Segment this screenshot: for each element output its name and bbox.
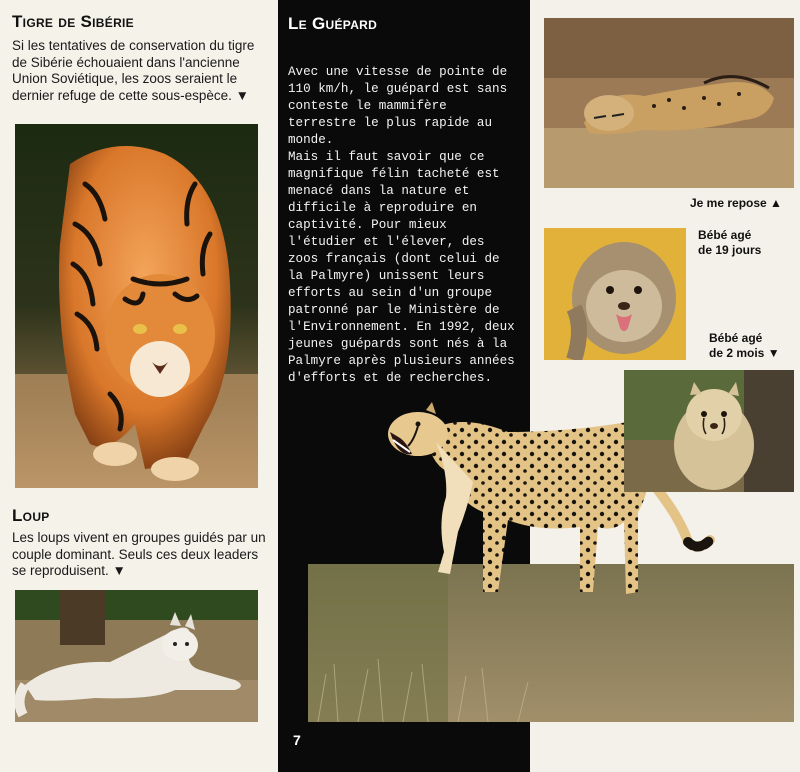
caption-resting: Je me repose ▲	[690, 196, 782, 210]
wolf-photo	[15, 590, 258, 722]
wolf-description: Les loups vivent en groupes guidés par un couple dominant. Seuls ces deux leaders se reproduisent. ▼	[12, 530, 266, 579]
wolf-title: Loup	[12, 506, 50, 525]
tiger-description: Si les tentatives de conservation du tigre de Sibérie échouaient dans l'ancienne Union Soviétique, les zoos seraient le dernier refuge de cette sous-espèce. ▼	[12, 38, 255, 103]
cub-19-days-photo	[544, 228, 686, 360]
cheetah-title: Le Guépard	[288, 14, 378, 33]
caption-19-days-line1: Bébé agé	[698, 228, 752, 242]
cub-2-months-photo	[624, 370, 794, 492]
cheetah-description: Avec une vitesse de pointe de 110 km/h, le guépard est sans conteste le mammifère terrestre le plus rapide au monde. Mais il faut savoir que ce magnifique félin tacheté est menacé dans la nature et difficile à reproduire en captivité. Pour mieux l'étudier et l'élever, des zoos français (dont celui de la Palmyre) unissent leurs efforts au sein d'un groupe patronné par le Ministère de l'Environnement. En 1992, deux jeunes guépards sont nés à la Palmyre après plusieurs années d'efforts et de recherches.	[288, 65, 515, 385]
left-column	[0, 0, 278, 772]
tiger-title: Tigre de Sibérie	[12, 12, 134, 31]
caption-2-months-line1: Bébé agé	[709, 331, 763, 345]
caption-2-months-line2: de 2 mois ▼	[709, 346, 780, 360]
caption-19-days-line2: de 19 jours	[698, 243, 762, 257]
cub-resting-photo	[544, 18, 794, 188]
page-number: 7	[293, 732, 301, 748]
tiger-photo	[15, 124, 258, 488]
